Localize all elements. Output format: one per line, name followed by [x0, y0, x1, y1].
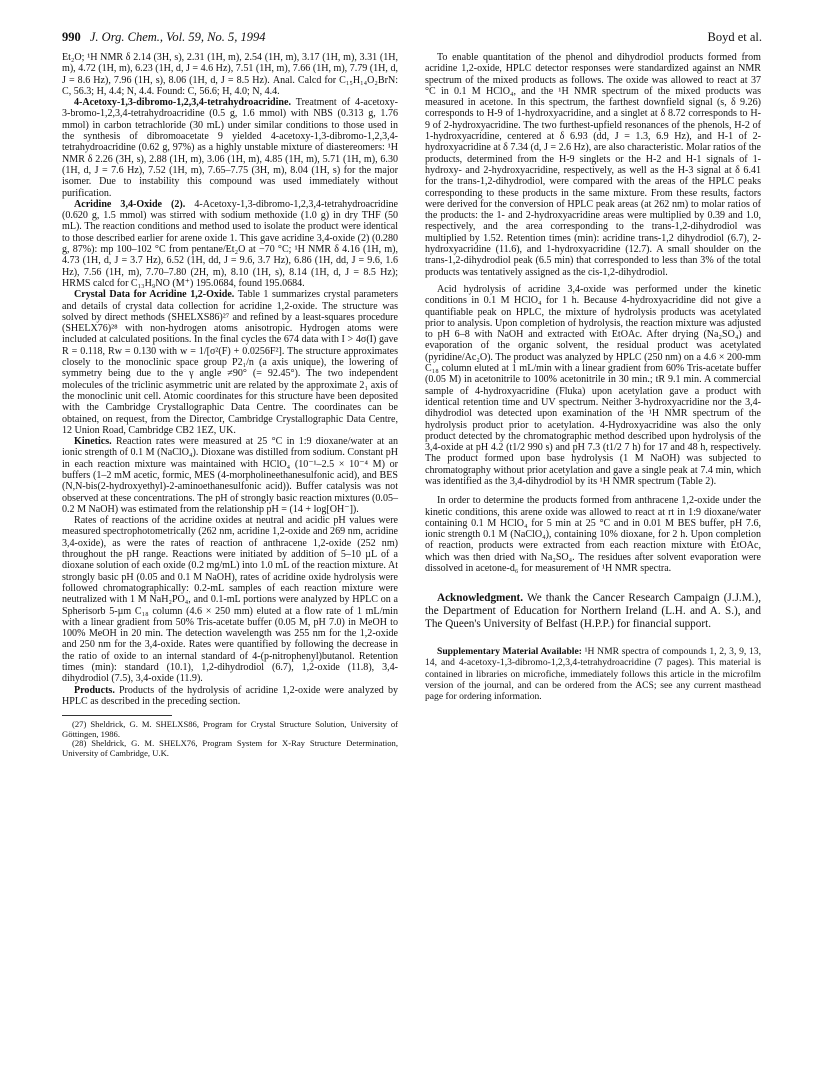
left-column — [62, 52, 398, 759]
paragraph-acknowledgment — [425, 592, 761, 630]
heading-dibromo: 4-Acetoxy-1,3-dibromo-1,2,3,4-tetrahydroacridine. — [74, 97, 291, 109]
page-number: 990 — [62, 30, 81, 44]
heading-products: Products. — [74, 684, 115, 696]
paragraph-products — [62, 685, 398, 708]
journal-citation: J. Org. Chem., Vol. 59, No. 5, 1994 — [89, 30, 266, 44]
body-crystal-data: Table 1 summarizes crystal parameters and details of crystal data collection for acridine 1,2-oxide. The structure was solved by direct methods (SHELXS86)²⁷ and refined by a least-squares procedure (SHELX76)²⁸ with non-hydrogen atoms anisotropic. Hydrogen atoms were included at calculated positions. In the final cycles the 674 data with I > 4σ(I) gave R = 0.118, Rw = 0.130 with w = 1/[σ²(F) + 0.0256F²]. The structure approximates closely to the monoclinic space group P2₁/n (a axis unique), the lowering of symmetry being due to the γ angle ≠90° (= 92.45°). The two independent molecules of the triclinic asymmetric unit are related by the approximate 2₁ axis of the monoclinic unit cell. Atomic coordinates for this structure have been deposited with the Cambridge Crystallographic Data Centre. The coordinates can be obtained, on request, from the Director, Cambridge Crystallographic Data Centre, 12 Union Road, Cambridge CB2 1EZ, UK. — [62, 289, 398, 436]
heading-kinetics: Kinetics. — [74, 436, 112, 448]
paragraph-oxide-34 — [62, 199, 398, 289]
paragraph-dibromo — [62, 97, 398, 199]
paragraph-crystal-data — [62, 289, 398, 436]
header-left — [62, 30, 271, 46]
running-authors: Boyd et al. — [707, 30, 762, 44]
right-column — [425, 52, 761, 702]
heading-acknowledgment: Acknowledgment. — [437, 592, 524, 605]
footnote-28: (28) Sheldrick, G. M. SHELX76, Program System for X-Ray Structure Determination, University of Cambridge, U.K. — [62, 738, 398, 758]
paragraph-rates: Rates of reactions of the acridine oxides at neutral and acidic pH values were measured spectrophotometrically (262 nm, acridine 1,2-oxide and 269 nm, acridine 3,4-oxide), as were the rates of reaction of anthracene 1,2-oxide (252 nm) throughout the pH range. Reactions were initiated by addition of 5–10 µL of a dioxane solution of each oxide (0.2 mg/mL) into 1.0 mL of the reaction mixture. At strongly basic pH (0.05 and 0.1 M NaOH), rates of acridine oxide hydrolysis were followed chromatographically: 0.2-mL samples of each reaction mixture were neutralized with 1 M NaH₂PO₄, and 0.1-mL portions were analyzed by HPLC on a Spherisorb 5-µm C₁₈ column (4.6 × 250 mm) eluted at a flow rate of 1 mL/min with a linear gradient from 50% Tris-acetate buffer (0.05 M, pH 7.0) in MeOH to 100% MeOH in 20 min. The detection wavelength was 255 nm for the 1,2-oxide and 250 nm for the 3,4-oxide. Rates were quantified by following the decrease in the ratio of oxide to an internal standard of 4-(p-nitrophenyl)butanol. Retention times (min): standard (10.1), 1,2-dihydrodiol (6.7), 1,2-oxide (11.8), 3,4-dihydrodiol (7.5), 3,4-oxide (11.9). — [62, 515, 398, 685]
body-oxide-34: 4-Acetoxy-1,3-dibromo-1,2,3,4-tetrahydroacridine (0.620 g, 1.5 mmol) was stirred with sodium methoxide (1.0 g) in dry THF (50 mL). The reaction conditions and method used to isolate the product were identical to those described earlier for arene oxide 1. This gave acridine 3,4-oxide (2) (0.280 g, 87%): mp 100–102 °C from pentane/Et₂O at −70 °C; ¹H NMR δ 4.16 (1H, m), 4.73 (1H, d, J = 3.7 Hz), 6.52 (1H, dd, J = 9.6, 3.7 Hz), 6.86 (1H, dd, J = 9.6, 1.6 Hz), 7.56 (1H, m), 7.70–7.80 (2H, m), 8.10 (1H, s), 8.14 (1H, d, J = 8.5 Hz); HRMS calcd for C₁₃H₉NO (M⁺) 195.0684, found 195.0684. — [62, 198, 398, 289]
body-supplementary: ¹H NMR spectra of compounds 1, 2, 3, 9, 13, 14, and 4-acetoxy-1,3-dibromo-1,2,3,4-tetrahydroacridine (7 pages). This material is contained in libraries on microfiche, immediately follows this article in the microfilm version of the journal, and can be ordered from the ACS; see any current masthead page for ordering information. — [425, 646, 761, 702]
body-kinetics: Reaction rates were measured at 25 °C in 1:9 dioxane/water at an ionic strength of 0.1 M (NaClO₄). Dioxane was distilled from sodium. Constant pH in each reaction mixture was maintained with HClO₄ (10⁻¹–2.5 × 10⁻⁴ M) or buffers (1–2 mM acetic, formic, MES (4-morpholineethanesulfonic acid), and BES (N,N-bis(2-hydroxyethyl)-2-aminoethanesulfonic acid)). Buffer catalysis was not observed at these concentrations. The pH of strongly basic reaction mixtures (0.05–0.2 M NaOH) was estimated from the relationship pH = (14 + log[OH⁻]). — [62, 436, 399, 515]
page-header — [62, 30, 762, 46]
heading-oxide-34: Acridine 3,4-Oxide (2). — [74, 198, 186, 210]
body-products: Products of the hydrolysis of acridine 1,2-oxide were analyzed by HPLC as described in the preceding section. — [62, 684, 398, 707]
paragraph-acid-hydrolysis: Acid hydrolysis of acridine 3,4-oxide was performed under the kinetic conditions in 0.1 M HClO₄ for 1 h. Because 4-hydroxyacridine did not give a quantifiable peak on HPLC, the mixture of hydrolysis products was acetylated prior to analysis. Upon completion of hydrolysis, the reaction mixture was adjusted to pH 6–8 with NaOH and extracted with EtOAc. After drying (Na₂SO₄) and evaporation of the organic solvent, the residual product was acetylated (pyridine/Ac₂O). The product was analyzed by HPLC (250 nm) on a 4.6 × 200-mm C₁₈ column eluted at 1 mL/min with a linear gradient from 60% Tris-acetate buffer (0.05 M) in acetonitrile to 100% acetonitrile in 30 min.; tR 9.1 min. A commercial sample of 4-hydroxyacridine (Fluka) upon acetylation gave a product with identical retention time and UV spectrum. Neither 3-hydroxyacridine nor the 3,4-dihydrodiol was detected upon examination of the ¹H NMR spectrum of the hydrolysis product prior to acetylation. 4-Hydroxyacridine was also the only product detected by the chromatographic method described upon hydrolysis of the 3,4-oxide at pH 4.2 (t1/2 990 s) and pH 7.3 (t1/2 7 h) for 17 and 48 h, respectively. The product formed upon base hydrolysis (1 M NaOH) was subjected to chromatography without prior acetylation and gave a single peak at 7.4 min, which was identified as the 3,4-dihydrodiol by its ¹H NMR spectrum (Table 2). — [425, 283, 761, 487]
paragraph-supplementary — [425, 646, 761, 702]
paragraph-nmr-data: Et₂O; ¹H NMR δ 2.14 (3H, s), 2.31 (1H, m), 2.54 (1H, m), 3.17 (1H, m), 3.31 (1H, m), 4.72 (1H, m), 6.23 (1H, d, J = 4.6 Hz), 7.51 (1H, m), 7.66 (1H, m), 7.79 (1H, d, J = 8.6 Hz), 7.96 (1H, s), 8.06 (1H, d, J = 8.5 Hz). Anal. Calcd for C₁₅H₁₄O₂BrN: C, 56.3; H, 4.4; N, 4.4. Found: C, 56.6; H, 4.0; N, 4.4. — [62, 52, 398, 97]
paragraph-quantitation: To enable quantitation of the phenol and dihydrodiol products formed from acridine 1,2-oxide, HPLC detector responses were standardized against an NMR spectrum of the mixed products as follows. The oxide was allowed to react at 37 °C in 0.1 M HClO₄, and the ¹H NMR spectrum of the mixed products was measured in acetone. In this spectrum, the farthest downfield signal (s, δ 9.26) corresponds to H-9 of 1-hydroxyacridine, and a singlet at δ 8.72 corresponds to H-9 of 2-hydroxyacridine. The two furthest-upfield resonances of the phenols, H-2 of 1-hydroxyacridine, centered at δ 6.93 (dd, J = 1.3, 6.9 Hz), and H-1 of 2-hydroxyacridine at δ 7.34 (d, J = 2.6 Hz), are also characteristic. Molar ratios of the products, determined from the H-9 singlets or the H-2 and H-1 signals of 1-hydroxy- and 2-hydroxyacridine, respectively, as well as the H-3 signal at δ 6.41 for the trans-1,2-dihydrodiol, were compared with the areas of the HPLC peaks corresponding to these products in the same mixture. From these results, factors were derived for the conversion of HPLC peak areas (at 262 nm) to molar ratios of the products: the 1- and 2-hydroxyacridine areas were multiplied by 0.39 and 1.0, respectively, and the area corresponding to the trans-1,2-dihydrodiol was multiplied by 1.52. Retention times (min): acridine trans-1,2 dihydrodiol (6.7), 2-hydroxyacridine (11.6), and 1-hydroxyacridine (12.7). A small shoulder on the trans-1,2-dihydrodiol peak (6.5 min) that corresponded to less than 3% of the total products was tentatively assigned as the cis-1,2-dihydrodiol. — [425, 52, 761, 278]
paragraph-anthracene: In order to determine the products formed from anthracene 1,2-oxide under the kinetic conditions, this arene oxide was allowed to react at rt in 1:9 dioxane/water containing 0.1 M HClO₄ for 5 min at 25 °C and in 0.01 M BES buffer, pH 7.6, ionic strength 0.1 M (NaClO₄), containing 10% dioxane, for 2 h. Upon completion of reaction, products were extracted from each reaction mixture with EtOAc, which was then dried with Na₂SO₄. The residues after solvent evaporation were dissolved in acetone-d₆ for measurement of ¹H NMR spectra. — [425, 495, 761, 575]
heading-supplementary: Supplementary Material Available: — [437, 646, 582, 658]
body-dibromo: Treatment of 4-acetoxy-3-bromo-1,2,3,4-tetrahydroacridine (0.5 g, 1.6 mmol) with NBS (0.313 g, 1.76 mmol) in carbon tetrachloride (30 mL) under similar conditions to those used in the synthesis of dibromoacetate 9 yielded 4-acetoxy-1,3-dibromo-1,2,3,4-tetrahydroacridine (0.62 g, 97%) as a highly unstable mixture of diastereomers: ¹H NMR δ 2.26 (3H, s), 2.88 (1H, m), 3.06 (1H, m), 4.85 (1H, m), 5.71 (1H, m), 6.30 (1H, d, J = 7.6 Hz), 7.52 (1H, m), 7.65–7.75 (3H, m), 8.04 (1H, s) for the major isomer. Due to instability this compound was used immediately without purification. — [62, 97, 398, 199]
heading-crystal-data: Crystal Data for Acridine 1,2-Oxide. — [74, 289, 235, 301]
paragraph-kinetics — [62, 436, 398, 515]
body-acknowledgment: We thank the Cancer Research Campaign (J.J.M.), the Department of Education for Northern Ireland (L.H. and A. S.), and The Queen's University of Belfast (H.P.P.) for financial support. — [425, 592, 761, 630]
footnote-27: (27) Sheldrick, G. M. SHELXS86, Program for Crystal Structure Solution, University of Göttingen, 1986. — [62, 719, 398, 739]
